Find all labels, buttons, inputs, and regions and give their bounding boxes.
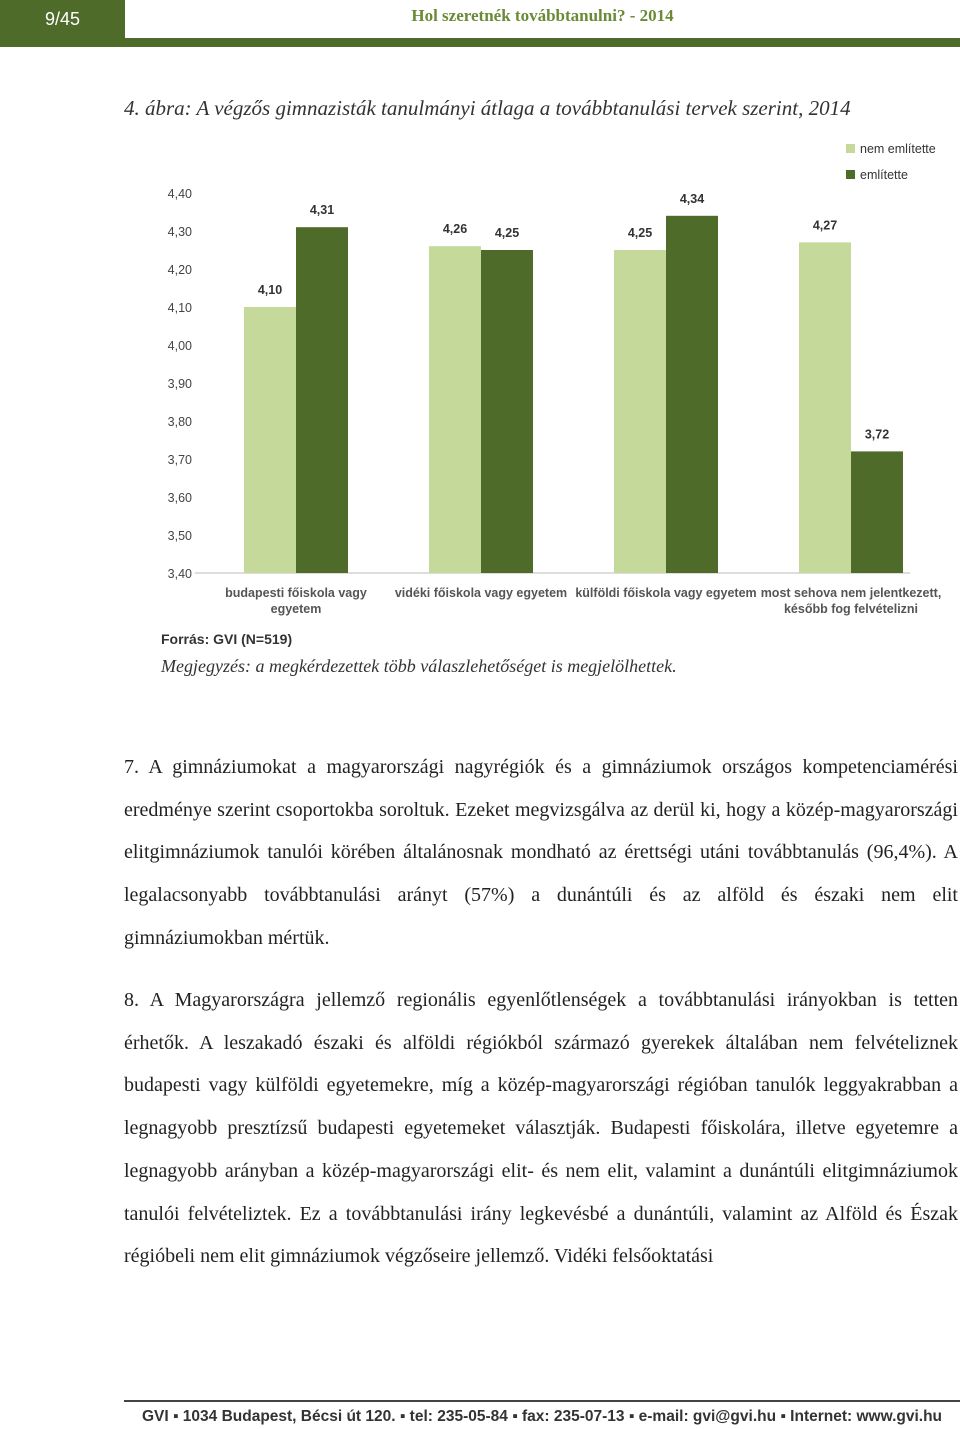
bar-emlitette [481,250,533,573]
bar-chart [150,140,960,620]
category-label: budapesti főiskola vagy [225,586,367,600]
paragraph-8: 8. A Magyarországra jellemző regionális egyenlőtlenségek a továbbtanulási irányokban is tetten érhetők. A leszakadó északi és alföldi régiókból származó gyerekek általában nem felvételiznek budapesti vagy külföldi egyetemekre, míg a közép-magyarországi régióban tanulók leggyakrabban a legnagyobb presztízsű budapesti egyetemeket választják. Budapesti főiskolára, illetve egyetemre a legnagyobb arányban a közép-magyarországi elit- és nem elit, valamint a dunántúli elitgimnáziumok tanulói felvételiztek. Ez a továbbtanulási irány legkevésbé a dunántúli, valamint az Alföld és Észak régióbeli nem elit gimnáziumok végzőseire jellemző. Vidéki felsőoktatási [124,989,958,1268]
page-number: 9/45 [0,0,125,47]
y-tick-label: 4,10 [167,301,192,315]
y-tick-label: 3,60 [167,491,192,505]
bar-nem-emlitette [614,250,666,573]
header-rule [125,38,960,47]
figure-note: Megjegyzés: a megkérdezettek több válaszlehetőséget is megjelölhettek. [161,656,677,676]
figure-title: 4. ábra: A végzős gimnazisták tanulmányi átlaga a továbbtanulási tervek szerint, 2014 [124,96,851,120]
bar-chart-svg [150,140,960,620]
y-tick-label: 4,40 [167,187,192,201]
bar-nem-emlitette [799,242,851,573]
footer-contact: GVI ▪ 1034 Budapest, Bécsi út 120. ▪ tel: 235-05-84 ▪ fax: 235-07-13 ▪ e-mail: gvi@gvi.hu ▪ Internet: www.gvi.hu [141,1408,943,1425]
category-label: külföldi főiskola vagy egyetem [575,586,757,600]
legend-label: említette [860,168,908,182]
legend-label: nem említette [860,142,936,156]
data-label: 4,34 [679,191,705,206]
y-tick-label: 4,00 [167,339,192,353]
figure-source: Forrás: GVI (N=519) [161,631,293,647]
legend-swatch [846,170,855,179]
bar-nem-emlitette [429,246,481,573]
category-label: vidéki főiskola vagy egyetem [394,586,568,600]
bar-emlitette [296,227,348,573]
category-label: most sehova nem jelentkezett, [760,586,942,600]
footer-rule [124,1400,960,1402]
data-label: 4,27 [812,218,838,233]
bar-nem-emlitette [244,307,296,573]
category-label: egyetem [270,602,322,616]
y-tick-label: 4,20 [167,263,192,277]
page-header [0,0,960,47]
bar-emlitette [851,451,903,573]
paragraph-7: 7. A gimnáziumokat a magyarországi nagyrégiók és a gimnáziumok országos kompetenciamérési eredménye szerint csoportokba soroltuk. Ezeket megvizsgálva az derül ki, hogy a közép-magyarországi elitgimnáziumok tanulói körében általánosnak mondható az érettségi utáni továbbtanulás (96,4%). A legalacsonyabb továbbtanulási arányt (57%) a dunántúli és az alföld és északi nem elit gimnáziumokban mértük. [124,756,958,949]
data-label: 4,26 [442,222,468,237]
data-label: 3,72 [864,427,890,442]
legend-swatch [846,144,855,153]
y-tick-label: 3,90 [167,377,192,391]
y-tick-label: 3,70 [167,453,192,467]
y-tick-label: 4,30 [167,225,192,239]
data-label: 4,31 [309,203,335,218]
bar-emlitette [666,216,718,573]
y-tick-label: 3,40 [167,567,192,581]
running-title: Hol szeretnék továbbtanulni? - 2014 [411,6,674,25]
y-tick-label: 3,80 [167,415,192,429]
data-label: 4,10 [257,283,283,297]
data-label: 4,25 [494,226,520,240]
y-tick-label: 3,50 [167,529,192,543]
data-label: 4,25 [627,226,653,240]
category-label: később fog felvételizni [783,602,919,616]
